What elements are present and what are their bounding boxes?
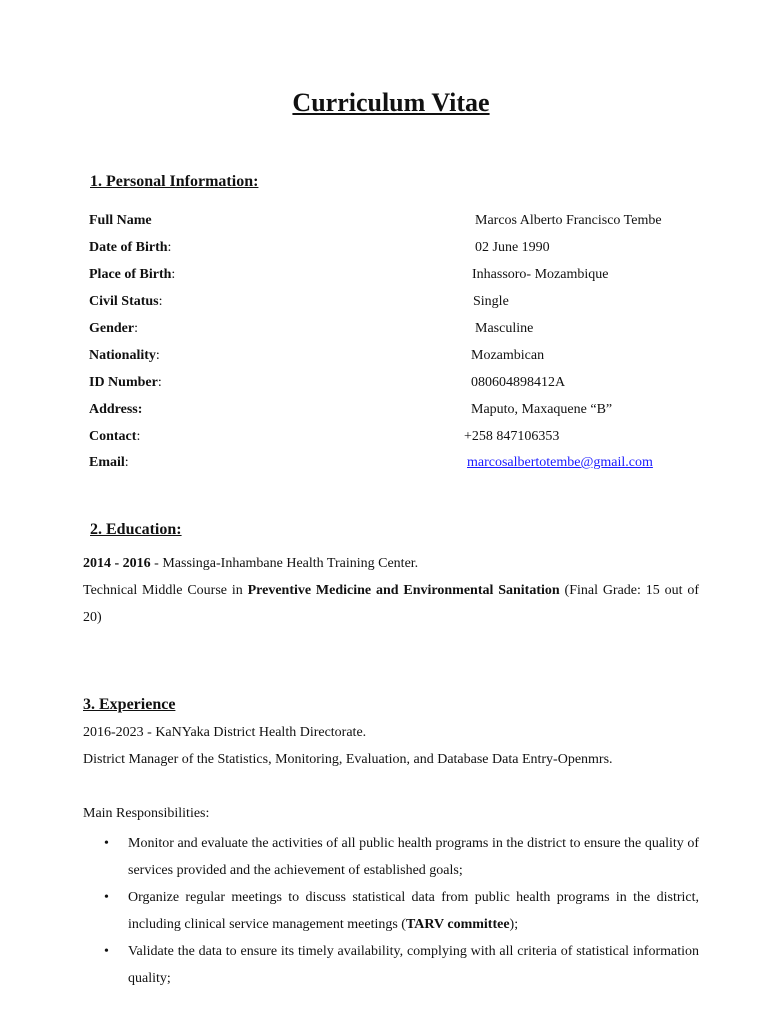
field-row-address	[89, 402, 729, 422]
field-label: Place of Birth	[89, 267, 172, 282]
field-value: Maputo, Maxaquene “B”	[471, 402, 613, 417]
field-label: Civil Status	[89, 294, 159, 309]
field-row-full-name	[89, 213, 729, 233]
field-row-civil-status: Civil Status: Single	[89, 294, 509, 309]
document-title: Curriculum Vitae	[292, 88, 490, 117]
field-value: Marcos Alberto Francisco Tembe	[475, 213, 662, 228]
education-years: 2014 - 2016	[83, 556, 151, 571]
personal-info-heading: 1. Personal Information:	[90, 173, 259, 190]
education-heading: 2. Education:	[90, 521, 182, 538]
responsibilities-heading: Main Responsibilities:	[83, 806, 210, 821]
experience-role: District Manager of the Statistics, Monitoring, Evaluation, and Database Data Entry-Openmrs.	[83, 752, 613, 767]
field-value: +258 847106353	[464, 429, 560, 444]
bullet-icon: •	[104, 836, 109, 851]
field-label: Contact	[89, 429, 137, 444]
email-link[interactable]: marcosalbertotembe@gmail.com	[467, 455, 653, 470]
field-label: Full Name	[89, 213, 152, 228]
field-label: Address:	[89, 402, 143, 417]
field-value: Masculine	[475, 321, 534, 336]
field-label: Email	[89, 455, 125, 470]
list-item: • Organize regular meetings to discuss statistical data from public health programs in the district, including clinical service management meetings (TARV committee);	[83, 884, 699, 938]
field-row-email: Email: marcosalbertotembe@gmail.com	[89, 455, 653, 470]
course-name: Preventive Medicine and Environmental Sanitation	[247, 583, 560, 598]
field-row-id-number: ID Number: 080604898412A	[89, 375, 566, 390]
responsibilities-list	[83, 830, 699, 992]
education-entry	[83, 550, 699, 631]
list-item: • Validate the data to ensure its timely availability, complying with all criteria of statistical information quality;	[83, 938, 699, 992]
experience-period: 2016-2023 - KaNYaka District Health Directorate.	[83, 725, 367, 740]
experience-heading: 3. Experience	[83, 696, 176, 713]
field-label: ID Number	[89, 375, 158, 390]
field-label: Date of Birth	[89, 240, 168, 255]
field-value: 080604898412A	[471, 375, 566, 390]
field-label: Gender	[89, 321, 135, 336]
field-value: Single	[473, 294, 509, 309]
field-row-nationality: Nationality: Mozambican	[89, 348, 545, 363]
list-item: • Monitor and evaluate the activities of all public health programs in the district to ensure the quality of services provided and the achievement of established goals;	[83, 830, 699, 884]
field-row-date-of-birth: Date of Birth: 02 June 1990	[89, 240, 550, 255]
education-course: Technical Middle Course in Preventive Medicine and Environmental Sanitation (Final Grade: 15 out of 20)	[83, 583, 699, 625]
field-value: Mozambican	[471, 348, 545, 363]
field-label: Nationality	[89, 348, 156, 363]
field-row-place-of-birth: Place of Birth: Inhassoro- Mozambique	[89, 267, 609, 282]
education-institution: - Massinga-Inhambane Health Training Center.	[150, 556, 419, 571]
bullet-icon: •	[104, 944, 109, 959]
field-value: 02 June 1990	[475, 240, 550, 255]
field-row-gender: Gender: Masculine	[89, 321, 534, 336]
bullet-icon: •	[104, 890, 109, 905]
field-value: Inhassoro- Mozambique	[472, 267, 609, 282]
field-row-contact: Contact: +258 847106353	[89, 429, 560, 444]
